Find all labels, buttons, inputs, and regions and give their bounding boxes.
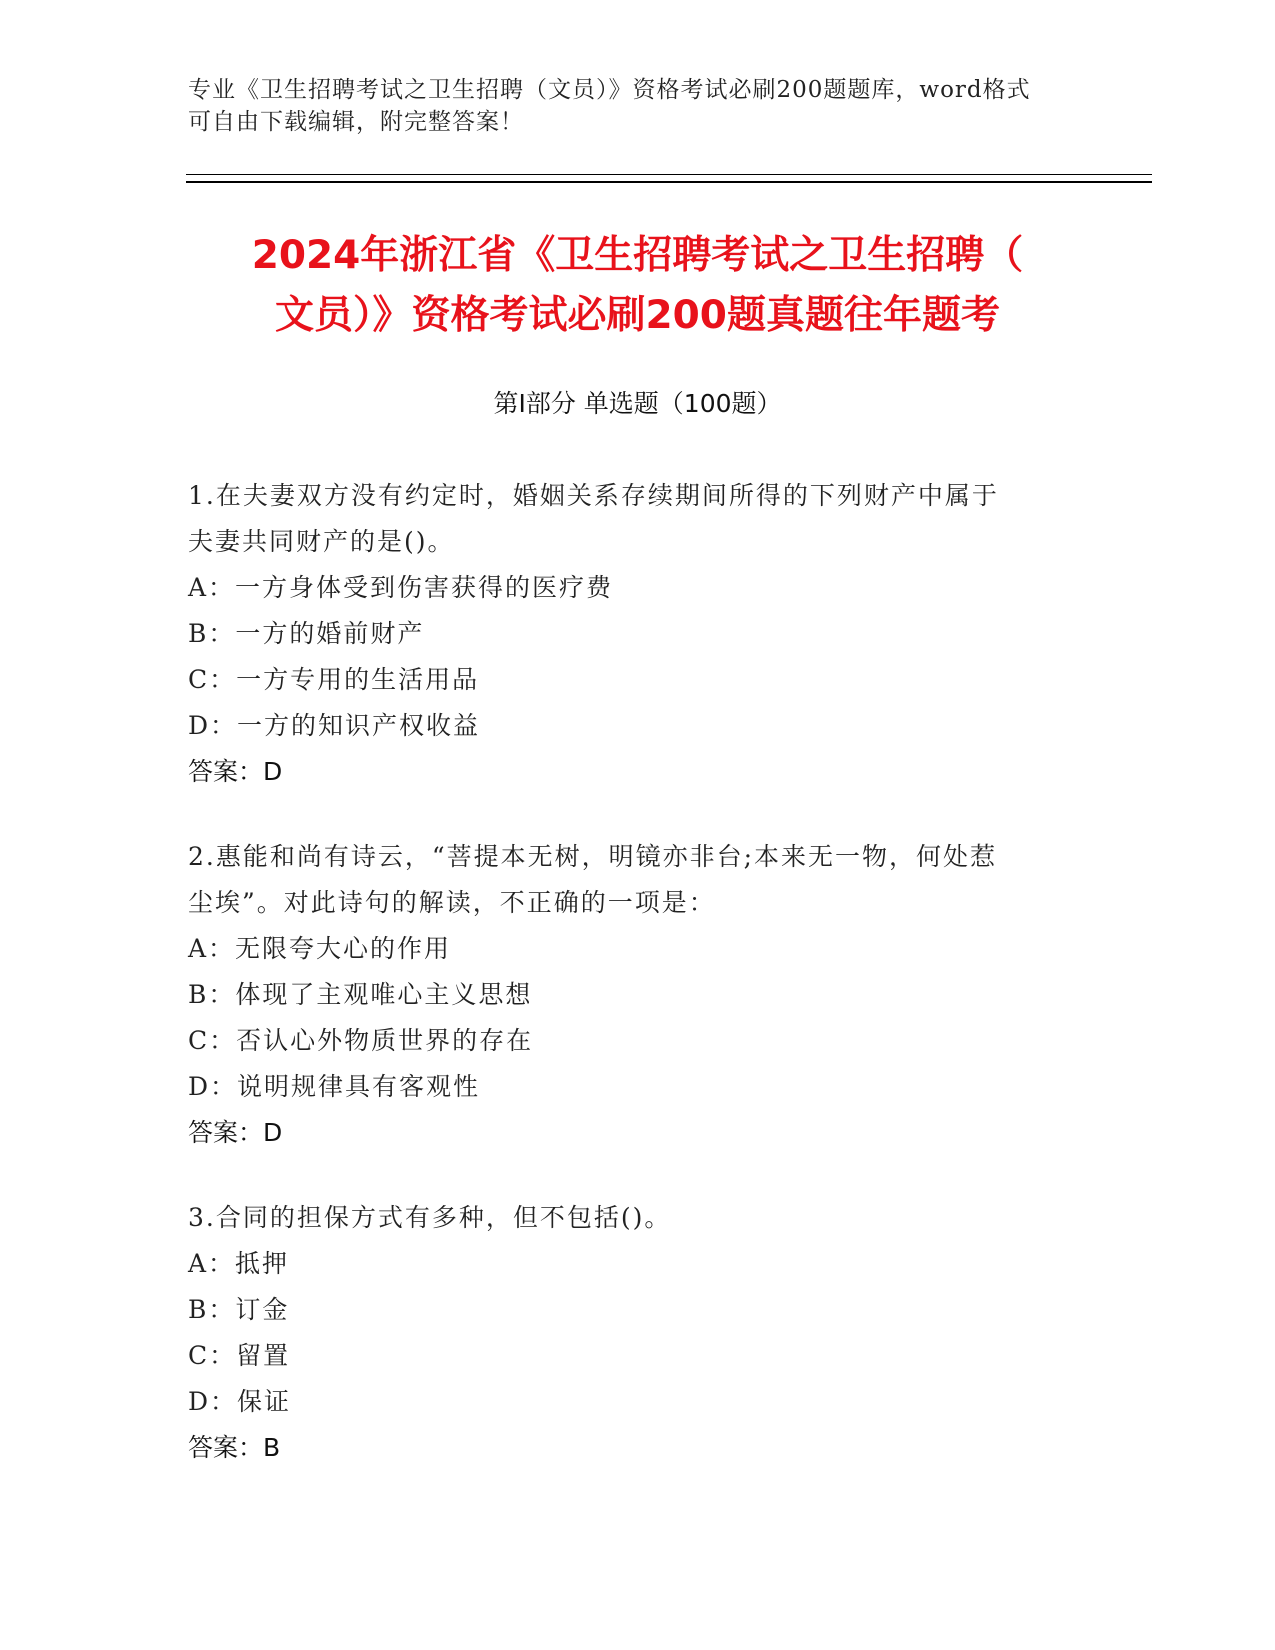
- option-c: C：留置: [188, 1341, 291, 1370]
- question-3: [188, 1195, 1108, 1471]
- question-stem: [188, 473, 1108, 565]
- answer: 答案：B: [188, 1433, 281, 1462]
- question-stem-line-1: 3.合同的担保方式有多种，但不包括()。: [188, 1203, 672, 1232]
- question-stem: [188, 1195, 1108, 1241]
- option-d: D：一方的知识产权收益: [188, 711, 481, 740]
- document-title-line-2: 文员）》资格考试必刷200题真题往年题考: [275, 293, 1000, 338]
- option-b: B：体现了主观唯心主义思想: [188, 980, 533, 1009]
- answer: 答案：D: [188, 1118, 283, 1147]
- option-b: B：订金: [188, 1295, 290, 1324]
- option-d: D：保证: [188, 1387, 292, 1416]
- header-note: [188, 74, 1088, 138]
- header-divider-thin: [186, 174, 1152, 175]
- question-2: [188, 834, 1108, 1156]
- option-a: A：一方身体受到伤害获得的医疗费: [188, 573, 614, 602]
- document-title-line-1: 2024年浙江省《卫生招聘考试之卫生招聘（: [251, 233, 1024, 278]
- header-note-line-1: 专业《卫生招聘考试之卫生招聘（文员）》资格考试必刷200题题库，word格式: [188, 77, 1031, 103]
- section-title: 第Ⅰ部分 单选题（100题）: [493, 389, 782, 418]
- option-d: D：说明规律具有客观性: [188, 1072, 481, 1101]
- option-a: A：抵押: [188, 1249, 290, 1278]
- answer: 答案：D: [188, 757, 283, 786]
- question-stem-line-1: 1.在夫妻双方没有约定时，婚姻关系存续期间所得的下列财产中属于: [188, 481, 999, 510]
- option-c: C：一方专用的生活用品: [188, 665, 480, 694]
- option-a: A：无限夸大心的作用: [188, 934, 452, 963]
- option-c: C：否认心外物质世界的存在: [188, 1026, 534, 1055]
- header-divider-thick: [186, 181, 1152, 183]
- question-stem-line-2: 夫妻共同财产的是()。: [188, 527, 455, 556]
- header-note-line-2: 可自由下载编辑，附完整答案！: [188, 109, 524, 135]
- question-1: [188, 473, 1108, 795]
- option-b: B：一方的婚前财产: [188, 619, 425, 648]
- question-stem-line-1: 2.惠能和尚有诗云，“菩提本无树，明镜亦非台;本来无一物，何处惹: [188, 842, 998, 871]
- question-stem: [188, 834, 1108, 926]
- document-title: [120, 226, 1155, 346]
- question-stem-line-2: 尘埃”。对此诗句的解读，不正确的一项是：: [188, 888, 716, 917]
